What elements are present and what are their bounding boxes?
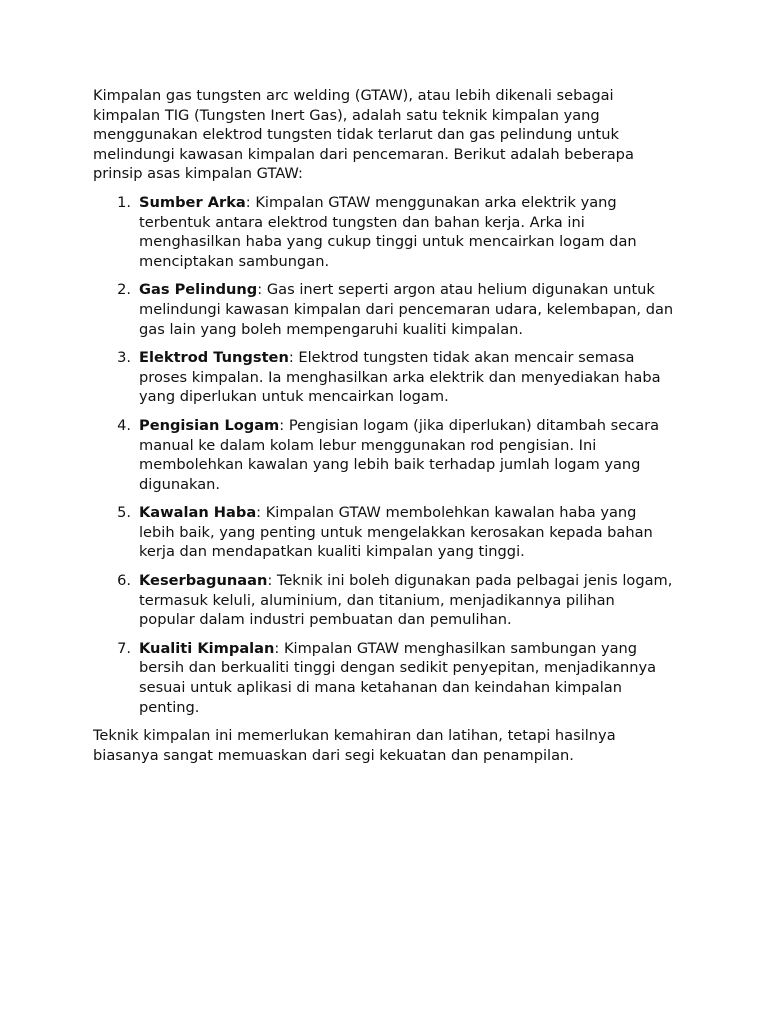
list-item <box>93 639 675 717</box>
list-item-number: 6. <box>117 572 131 590</box>
document-page <box>93 86 675 765</box>
list-item-term: Keserbagunaan <box>139 572 268 590</box>
intro-paragraph: Kimpalan gas tungsten arc welding (GTAW), atau lebih dikenali sebagai kimpalan TIG (Tungsten Inert Gas), adalah satu teknik kimpalan yang menggunakan elektrod tungsten tidak terlarut dan gas pelindung untuk melindungi kawasan kimpalan dari pencemaran. Berikut adalah beberapa prinsip asas kimpalan GTAW: <box>93 87 634 183</box>
list-item-number: 3. <box>117 349 131 367</box>
list-item-term: Pengisian Logam <box>139 416 280 434</box>
list-item <box>93 416 675 494</box>
list-item-text: : Kimpalan GTAW menghasilkan sambungan yang bersih dan berkualiti tinggi dengan sedikit penyepitan, menjadikannya sesuai untuk aplikasi di mana ketahanan dan keindahan kimpalan penting. <box>139 639 657 716</box>
list-item-term: Sumber Arka <box>139 193 246 211</box>
list-item-number: 4. <box>117 416 131 434</box>
list-item-term: Gas Pelindung <box>139 281 258 299</box>
list-item-number: 1. <box>117 193 131 211</box>
list-item-text: : Elektrod tungsten tidak akan mencair semasa proses kimpalan. Ia menghasilkan arka elektrik dan menyediakan haba yang diperlukan untuk mencairkan logam. <box>139 349 661 406</box>
list-item-text: : Kimpalan GTAW menggunakan arka elektrik yang terbentuk antara elektrod tungsten dan bahan kerja. Arka ini menghasilkan haba yang cukup tinggi untuk mencairkan logam dan menciptakan sambungan. <box>139 193 637 270</box>
list-item <box>93 193 675 271</box>
list-item-term: Kawalan Haba <box>139 504 257 522</box>
list-item <box>93 348 675 407</box>
principles-list <box>93 193 675 717</box>
closing-paragraph: Teknik kimpalan ini memerlukan kemahiran dan latihan, tetapi hasilnya biasanya sangat memuaskan dari segi kekuatan dan penampilan. <box>93 727 616 764</box>
list-item-text: : Pengisian logam (jika diperlukan) ditambah secara manual ke dalam kolam lebur menggunakan rod pengisian. Ini membolehkan kawalan yang lebih baik terhadap jumlah logam yang digunakan. <box>139 416 660 493</box>
list-item-number: 2. <box>117 281 131 299</box>
list-item <box>93 571 675 630</box>
list-item-number: 5. <box>117 504 131 522</box>
list-item-term: Elektrod Tungsten <box>139 349 289 367</box>
list-item-text: : Gas inert seperti argon atau helium digunakan untuk melindungi kawasan kimpalan dari pencemaran udara, kelembapan, dan gas lain yang boleh mempengaruhi kualiti kimpalan. <box>139 281 674 338</box>
list-item <box>93 280 675 339</box>
list-item-term: Kualiti Kimpalan <box>139 639 275 657</box>
list-item-text: : Kimpalan GTAW membolehkan kawalan haba yang lebih baik, yang penting untuk mengelakkan kerosakan kepada bahan kerja dan mendapatkan kualiti kimpalan yang tinggi. <box>139 504 653 561</box>
list-item-text: : Teknik ini boleh digunakan pada pelbagai jenis logam, termasuk keluli, aluminium, dan titanium, menjadikannya pilihan popular dalam industri pembuatan dan pemulihan. <box>139 572 673 629</box>
list-item <box>93 503 675 562</box>
list-item-number: 7. <box>117 639 131 657</box>
